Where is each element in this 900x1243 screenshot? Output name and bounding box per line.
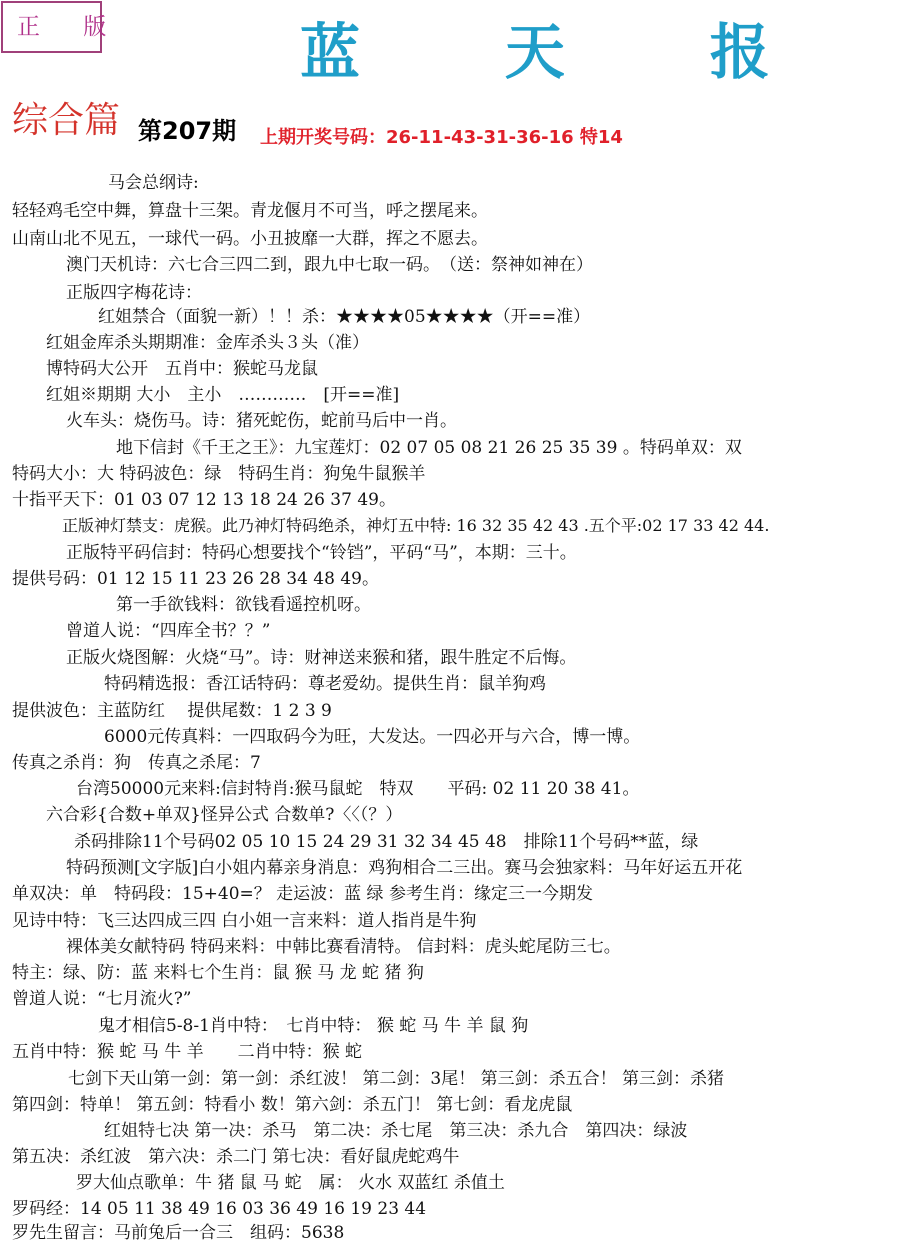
text-line: 台湾50000元来料:信封特肖:猴马鼠蛇 特双 平码: 02 11 20 38 41。 (76, 779, 640, 799)
text-line: 博特码大公开 五肖中：猴蛇马龙鼠 (46, 359, 318, 379)
text-line: 红姐金库杀头期期准：金库杀头３头（准） (46, 333, 369, 353)
last-draw-numbers: 上期开奖号码：26-11-43-31-36-16 特14 (260, 127, 623, 148)
text-line: 十指平天下：01 03 07 12 13 18 24 26 37 49。 (12, 490, 396, 510)
newspaper-title: 蓝 天 报 (300, 18, 832, 88)
text-line: 七剑下天山第一剑：第一剑：杀红波！ 第二剑：3尾！ 第三剑：杀五合！ 第三剑：杀猪 (68, 1069, 725, 1089)
text-line: 火车头：烧伤马。诗：猪死蛇伤，蛇前马后中一肖。 (66, 411, 457, 431)
text-line: 单双决：单 特码段：15+40=？ 走运波：蓝 绿 参考生肖：缘定三一今期发 (12, 884, 593, 904)
text-line: 正版特平码信封：特码心想要找个“铃铛”，平码“马”，本期：三十。 (66, 543, 577, 563)
text-line: 正版四字梅花诗： (66, 283, 202, 303)
text-line: 地下信封《千王之王》：九宝莲灯：02 07 05 08 21 26 25 35 39 。特码单双：双 (116, 438, 742, 458)
text-line: 马会总纲诗: (108, 173, 199, 193)
text-line: 第四剑：特单！ 第五剑：特看小 数！第六剑：杀五门！ 第七剑：看龙虎鼠 (12, 1095, 573, 1115)
text-line: 轻轻鸡毛空中舞，算盘十三架。青龙偃月不可当，呼之摆尾来。 (12, 201, 488, 221)
text-line: 正版火烧图解：火烧“马”。诗：财神送来猴和猪，跟牛胜定不后悔。 (66, 648, 577, 668)
issue-number: 第207期 (138, 117, 237, 145)
text-line: 正版神灯禁支：虎猴。此乃神灯特码绝杀，神灯五中特: 16 32 35 42 43 .五个平:02 17 33 42 44. (62, 516, 770, 535)
text-line: 杀码排除11个号码02 05 10 15 24 29 31 32 34 45 48 排除11个号码**蓝，绿 (74, 832, 699, 852)
section-heading: 综合篇 (12, 100, 121, 141)
text-line: 第一手欲钱料：欲钱看遥控机呀。 (116, 595, 371, 615)
text-line: 罗先生留言：马前兔后一合三 组码：5638 (12, 1223, 345, 1243)
text-line: 特码预测[文字版]白小姐内幕亲身消息：鸡狗相合二三出。赛马会独家料：马年好运五开花 (66, 858, 743, 878)
text-line: 鬼才相信5-8-1肖中特： 七肖中特： 猴 蛇 马 牛 羊 鼠 狗 (98, 1016, 529, 1036)
text-line: 传真之杀肖：狗 传真之杀尾：7 (12, 753, 261, 773)
text-line: 裸体美女献特码 特码来料：中韩比赛看清特。 信封料：虎头蛇尾防三七。 (66, 937, 621, 957)
text-line: 红姐※期期 大小 主小 ………… [开==准] (46, 385, 400, 405)
text-line: 山南山北不见五，一球代一码。小丑披靡一大群，挥之不愿去。 (12, 229, 488, 249)
official-edition-badge: 正 版 (1, 1, 102, 53)
text-line: 红姐禁合（面貌一新）！！杀：★★★★05★★★★（开==准） (98, 307, 591, 327)
text-line: 提供号码：01 12 15 11 23 26 28 34 48 49。 (12, 569, 379, 589)
text-line: 第五决：杀红波 第六决：杀二门 第七决：看好鼠虎蛇鸡牛 (12, 1147, 460, 1167)
text-line: 曾道人说：“四库全书？？” (66, 621, 271, 641)
text-line: 罗码经：14 05 11 38 49 16 03 36 49 16 19 23 44 (12, 1199, 427, 1219)
article-body (0, 170, 900, 1243)
text-line: 特码大小：大 特码波色：绿 特码生肖：狗兔牛鼠猴羊 (12, 464, 426, 484)
text-line: 6000元传真料：一四取码今为旺，大发达。一四必开与六合，博一博。 (104, 727, 641, 747)
text-line: 澳门天机诗：六七合三四二到，跟九中七取一码。 （送：祭神如神在） (66, 255, 593, 275)
text-line: 见诗中特：飞三达四成三四 白小姐一言来料：道人指肖是牛狗 (12, 911, 477, 931)
text-line: 特码精选报：香江话特码：尊老爱幼。提供生肖：鼠羊狗鸡 (104, 674, 546, 694)
text-line: 五肖中特：猴 蛇 马 牛 羊 二肖中特：猴 蛇 (12, 1042, 363, 1062)
text-line: 提供波色：主蓝防红 提供尾数：1 2 3 9 (12, 701, 332, 721)
text-line: 曾道人说：“七月流火?” (12, 989, 192, 1009)
text-line: 特主：绿、防：蓝 来料七个生肖：鼠 猴 马 龙 蛇 猪 狗 (12, 963, 424, 983)
text-line: 红姐特七决 第一决：杀马 第二决：杀七尾 第三决：杀九合 第四决：绿波 (104, 1121, 688, 1141)
text-line: 六合彩{合数+单双}怪异公式 合数单?〈〈（？） (46, 805, 403, 825)
text-line: 罗大仙点歌单：牛 猪 鼠 马 蛇 属： 火水 双蓝红 杀值土 (76, 1173, 505, 1193)
